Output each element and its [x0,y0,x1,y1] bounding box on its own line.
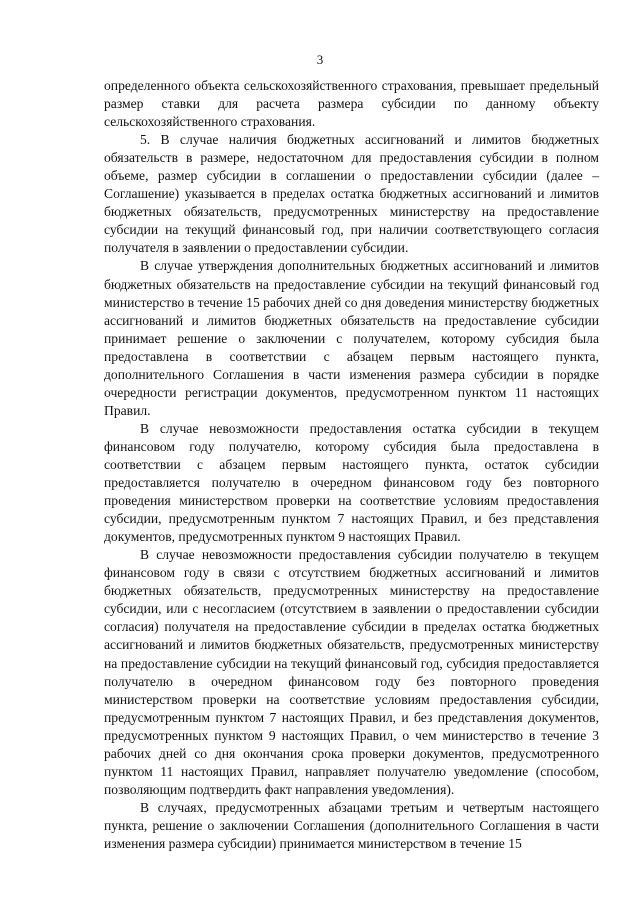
paragraph-additional-allocations: В случае утверждения дополнительных бюджетных ассигнований и лимитов бюджетных обязательств на предоставление субсидии на текущий финансовый год министерство в течение 15 рабочих дней со дня доведения министерству бюджетных ассигнований и лимитов бюджетных обязательств на предоставление субсидии принимает решение о заключении с получателем, которому субсидия была предоставлена в соответствии с абзацем первым настоящего пункта, дополнительного Соглашения в части изменения размера субсидии в порядке очередности регистрации документов, предусмотренном пунктом 11 настоящих Правил. [104,258,599,418]
paragraph-impossibility-current-year: В случае невозможности предоставления субсидии получателю в текущем финансовом году в связи с отсутствием бюджетных ассигнований и лимитов бюджетных обязательств, предусмотренных министерству на предоставление субсидии, или с несогласием (отсутствием в заявлении о предоставлении субсидии согласия) получателя на предоставление субсидии в пределах остатка бюджетных ассигнований и лимитов бюджетных обязательств, предусмотренных министерству на предоставление субсидии на текущий финансовый год, субсидия предоставляется получателю в очередном финансовом году без повторного проведения министерством проверки на соответствие условиям предоставления субсидии, предусмотренным пунктом 7 настоящих Правил, и без представления документов, предусмотренных пунктом 9 настоящих Правил, о чем министерство в течение 3 рабочих дней со дня окончания срока проверки документов, предусмотренного пунктом 11 настоящих Правил, направляет получателю уведомление (способом, позволяющим подтвердить факт направления уведомления). [104,547,599,797]
paragraph-item-5: 5. В случае наличия бюджетных ассигнований и лимитов бюджетных обязательств в размере, недостаточном для предоставления субсидии в полном объеме, размер субсидии в соглашении о предоставлении субсидии (далее – Соглашение) указывается в пределах остатка бюджетных ассигнований и лимитов бюджетных обязательств, предусмотренных министерству на предоставление субсидии на текущий финансовый год, при наличии соответствующего согласия получателя в заявлении о предоставлении субсидии. [104,132,599,256]
page-number: 3 [316,52,324,67]
paragraph-remainder-next-year: В случае невозможности предоставления остатка субсидии в текущем финансовом году получателю, которому субсидия была предоставлена в соответствии с абзацем первым настоящего пункта, остаток субсидии предоставляется получателю в очередном финансовом году без повторного проведения министерством проверки на соответствие условиям предоставления субсидии, предусмотренным пунктом 7 настоящих Правил, и без представления документов, предусмотренных пунктом 9 настоящих Правил. [104,420,599,545]
paragraph-decision-timing: В случаях, предусмотренных абзацами третьим и четвертым настоящего пункта, решение о заключении Соглашения (дополнительного Соглашения в части изменения размера субсидии) принимается министерством в течение 15 [104,799,599,851]
paragraph-continuation: определенного объекта сельскохозяйственного страхования, превышает предельный размер ставки для расчета размера субсидии по данному объекту сельскохозяйственного страхования. [104,78,599,130]
document-body [104,77,599,853]
